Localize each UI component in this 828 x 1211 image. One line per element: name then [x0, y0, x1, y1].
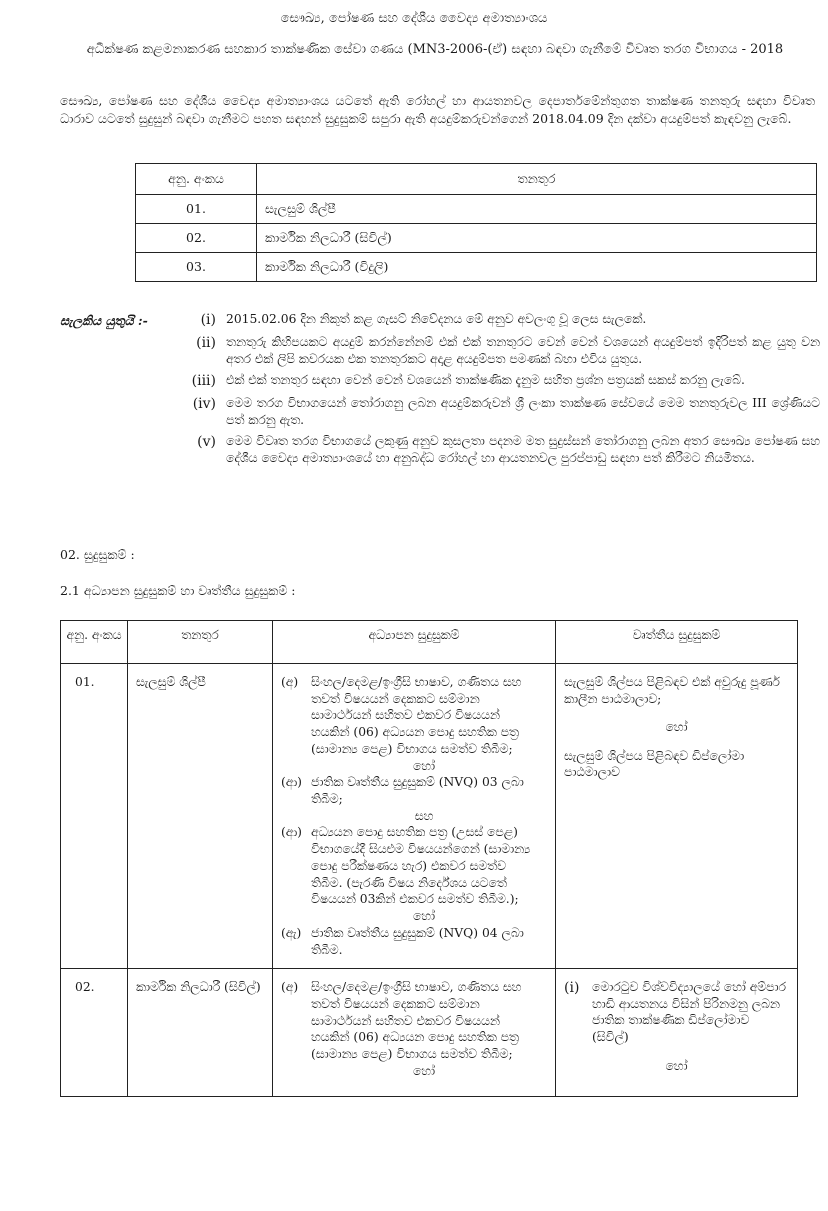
item-label: (අ) — [281, 980, 299, 995]
note-text: මෙම තරග විභාගයෙන් තෝරාගනු ලබන අයදුම්කරුවන් ශ්‍රී ලංකා තාක්ෂණ සේවයේ මෙම තනතුරුවල III ශ්‍රේණියට පත් කරනු ඇත. — [226, 395, 820, 427]
item-text: සිංහල/දෙමළ/ඉංග්‍රීසි භාෂාව, ගණිතය සහ තවත් විෂයයන් දෙකකට සම්මාන සාමාර්ථයන් සහිතව එකවර විෂයයන් හයකින් (06) අධ්‍යයන පොදු සහතික පත්‍ර (සාමාන්‍ය පෙළ) විභාගය සමත්ව තිබීම; — [311, 675, 522, 756]
column-header-number: අනු. අංකය — [61, 621, 128, 664]
note-text: තනතුරු කිහිපයකට අයදුම් කරන්නේනම් එක් එක් තනතුරට වෙන් වෙන් වශයෙන් අයදුම්පත් ඉදිරිපත් කළ යුතු වන අතර එක් ලිපි කවරයක එක තනතුරකට අදාළ අයදුම්පත පමණක් බහා එවිය යුතුය. — [226, 334, 820, 366]
notes-label: සැලකිය යුතුයි :- — [60, 313, 148, 328]
professional-cell — [556, 969, 798, 1097]
row-post: සැලසුම් ශිල්පී — [128, 664, 273, 969]
table-row — [136, 195, 817, 224]
item-label: (i) — [564, 980, 580, 997]
note-text: 2015.02.06 දින නිකුත් කළ ගැසට් නිවේදනය මේ අනුව අවලංගු වූ ලෙස සැලකේ. — [226, 312, 647, 326]
or-connector: හෝ — [665, 1058, 688, 1073]
note-item — [180, 372, 820, 391]
column-header-education: අධ්‍යාපන සුදුසුකම් — [273, 621, 556, 664]
table-header-row — [61, 621, 798, 664]
table-row — [136, 224, 817, 253]
note-text: එක් එක් තනතුර සඳහා වෙන් වෙන් වශයෙන් තාක්ෂණික දැනුම සහිත ප්‍රශ්න පත්‍රයක් සකස් කරනු ලැබේ. — [226, 372, 745, 387]
education-item — [281, 824, 547, 908]
professional-cell — [556, 664, 798, 969]
or-connector: හෝ — [412, 1063, 436, 1078]
professional-item — [564, 979, 789, 1045]
item-label: (අ) — [281, 675, 299, 689]
intro-paragraph: සෞඛ්‍ය, පෝෂණ සහ දේශීය වෛද්‍ය අමාත්‍යාංශය යටතේ ඇති රෝහල් හා ආයතනවල දෙපාර්තමේන්තුගත තාක්ෂණ තනතුරු සඳහා විවෘත ධාරාව යටතේ සුදුසුන් බඳවා ගැනීමට පහත සඳහන් සුදුසුකම් සපුරා ඇති අයදුම්කරුවන්ගෙන් 2018.04.09 දින දක්වා අයදුම්පත් කැඳවනු ලැබේ. — [60, 93, 815, 126]
item-text: මොරටුව විශ්වවිද්‍යාලයේ හෝ අම්පාර හාඩි ආයතනය විසින් පිරිනමනු ලබන ජාතික තාක්ෂණික ඩිප්ලෝමාව (සිවිල්) — [592, 980, 786, 1044]
document-title: අධීක්ෂණ කළමනාකරණ සහකාර තාක්ෂණික සේවා ගණය (MN3-2006-(ඒ) සඳහා බඳවා ගැනීමේ විවෘත තරග විභාගය - 2018 — [86, 42, 784, 57]
note-number: (iii) — [191, 372, 216, 389]
notes-list — [180, 311, 820, 471]
note-number: (ii) — [196, 334, 216, 351]
note-number: (v) — [197, 433, 216, 450]
education-cell — [273, 664, 556, 969]
row-post: කාර්මික නිලධාරී (විදුලි) — [257, 253, 817, 282]
professional-item: සැලසුම් ශිල්පය පිළිබඳව ඩිප්ලෝමා පාඨමාලාව — [564, 748, 745, 780]
table-row — [61, 664, 798, 969]
education-item — [281, 774, 547, 807]
table-row — [61, 969, 798, 1097]
section-heading-qualifications: 02. සුදුසුකම් : — [60, 547, 135, 562]
subsection-heading: 2.1 අධ්‍යාපන සුදුසුකම් හා වෘත්තීය සුදුසුකම් : — [60, 583, 296, 598]
or-connector: හෝ — [412, 909, 436, 924]
note-item — [180, 433, 820, 467]
note-number: (iv) — [192, 395, 216, 412]
and-connector: සහ — [414, 808, 434, 823]
column-header-post: තනතුර — [257, 164, 817, 195]
education-cell — [273, 969, 556, 1097]
row-number: 02. — [61, 969, 128, 1097]
education-item — [281, 674, 547, 758]
item-text: ජාතික වෘත්තීය සුදුසුකම් (NVQ) 04 ලබා තිබීම. — [311, 925, 524, 957]
or-connector: හෝ — [665, 720, 688, 735]
table-header-row — [136, 164, 817, 195]
note-number: (i) — [200, 312, 216, 328]
item-text: සිංහල/දෙමළ/ඉංග්‍රීසි භාෂාව, ගණිතය සහ තවත් විෂයයන් දෙකකට සම්මාන සාමාර්ථයන් සහිතව එකවර විෂයයන් හයකින් (06) අධ්‍යයන පොදු සහතික පත්‍ර (සාමාන්‍ය පෙළ) විභාගය සමත්ව තිබීම; — [311, 980, 522, 1062]
item-label: (ඇ) — [281, 925, 302, 940]
professional-item: සැලසුම් ශිල්පය පිළිබඳව එක් අවුරුදු පූර්ණ කාලීන පාඨමාලාව; — [564, 675, 780, 706]
note-item — [180, 334, 820, 368]
note-item — [180, 311, 820, 330]
or-connector: හෝ — [412, 758, 436, 773]
ministry-heading: සෞඛ්‍ය, පෝෂණ සහ දේශීය වෛද්‍ය අමාත්‍යාංශය — [280, 11, 548, 26]
education-item — [281, 979, 547, 1063]
row-number: 03. — [136, 253, 257, 282]
column-header-post: තනතුර — [128, 621, 273, 664]
item-text: ජාතික වෘත්තීය සුදුසුකම් (NVQ) 03 ලබා තිබීම; — [311, 775, 524, 807]
posts-table — [135, 163, 817, 282]
table-row — [136, 253, 817, 282]
item-label: (ආ) — [281, 775, 302, 790]
row-post: කාර්මික නිලධාරී (සිවිල්) — [257, 224, 817, 253]
row-post: සැලසුම් ශිල්පී — [257, 195, 817, 224]
item-text: අධ්‍යයන පොදු සහතික පත්‍ර (උසස් පෙළ) විභාගයේදී සියළුම විෂයයන්ගෙන් (සාමාන්‍ය පොදු පරීක්ෂණය හැර) එකවර සමත්ව තිබීම. (පැරණි විෂය නිර්දේශය යටතේ විෂයයන් 03කින් එකවර සමත්ව තිබීම.); — [311, 825, 531, 907]
column-header-number: අනු. අංකය — [136, 164, 257, 195]
note-text: මෙම විවෘත තරග විභාගයේ ලකුණු අනුව කුසලතා පදනම මත සුදුස්සන් තෝරාගනු ලබන අතර සෞඛ්‍ය පෝෂණ සහ දේශීය වෛද්‍ය අමාත්‍යාංශයේ හා අනුබද්ධ රෝහල් හා ආයතනවල පුරප්පාඩු සඳහා පත් කිරීමට නියමිතය. — [226, 433, 820, 465]
row-number: 02. — [136, 224, 257, 253]
qualifications-table — [60, 620, 798, 1097]
row-post: කාර්මික නිලධාරී (සිවිල්) — [128, 969, 273, 1097]
education-item — [281, 925, 547, 958]
item-label: (ආ) — [281, 825, 302, 840]
row-number: 01. — [136, 195, 257, 224]
row-number: 01. — [61, 664, 128, 969]
column-header-professional: වෘත්තීය සුදුසුකම් — [556, 621, 798, 664]
note-item — [180, 395, 820, 429]
